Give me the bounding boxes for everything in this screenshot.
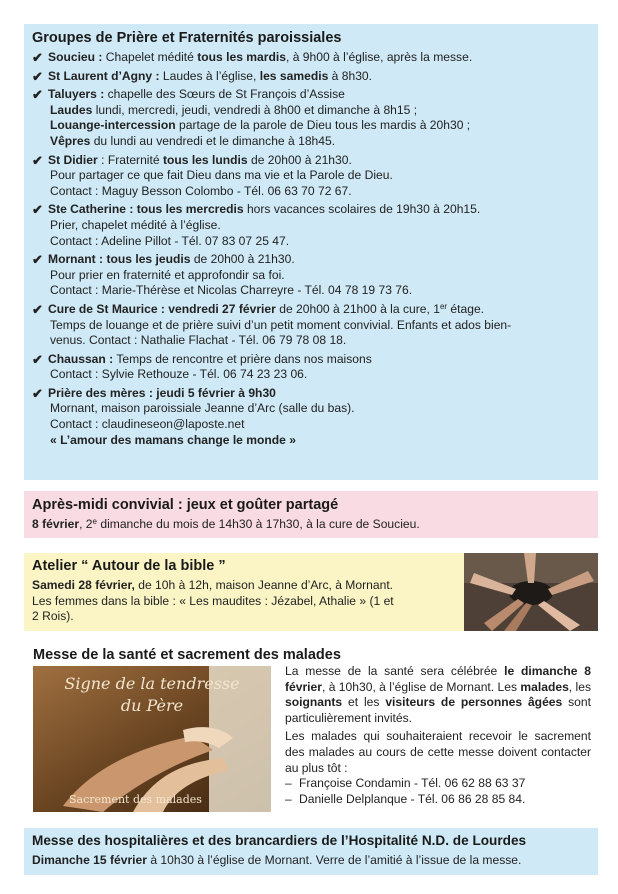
contact-cure: venus. Contact : Nathalie Flachat - Tél. 06 79 78 08 18. — [50, 333, 347, 348]
check-icon: ✔ — [32, 252, 43, 268]
hospitality-section: Messe des hospitalières et des brancardiers de l’Hospitalité N.D. de Lourdes Dimanche 15 février à 10h30 à l’église de Mornant. Verre de l’amitié à l’issue de la messe. — [24, 828, 598, 875]
group-st-laurent: ✔ St Laurent d’Agny : Laudes à l’église, les samedis à 8h30. — [32, 68, 373, 84]
image-title-line-1: Signe de la tendresse — [64, 674, 240, 693]
group-priere-des-meres: ✔ Prière des mères : jeudi 5 février à 9h30 Mornant, maison paroissiale Jeanne d’Arc (salle du bas). Contact : claudineseon@laposte.net « L’amour des mamans change le monde » — [32, 386, 590, 448]
hands-circle-photo — [464, 553, 598, 631]
sacrament-of-sick-image — [33, 666, 271, 812]
bible-workshop-title: Atelier “ Autour de la bible ” — [32, 558, 226, 574]
contact-catherine: Contact : Adeline Pillot - Tél. 07 83 07 25 47. — [50, 233, 290, 248]
group-chaussan: ✔ Chaussan : Temps de rencontre et prière dans nos maisons Contact : Sylvie Rethouze - Tél. 06 74 23 23 06. — [32, 352, 590, 383]
group-taluyers: ✔ Taluyers : chapelle des Sœurs de St François d’Assise Laudes lundi, mercredi, jeudi, vendredi à 8h00 et dimanche à 8h15 ; Louange-intercession partage de la parole de Dieu tous les mardis à 20h30 ; Vêpres du lundi au vendredi et le dimanche à 18h45. — [32, 87, 471, 148]
group-soucieu: ✔ Soucieu : Chapelet médité tous les mardis, à 9h00 à l’église, après la messe. — [32, 50, 473, 65]
group-cure-st-maurice: ✔ Cure de St Maurice : vendredi 27 février de 20h00 à 21h00 à la cure, 1er étage. Temps de louange et de prière suivi d’un petit moment convivial. Enfants et ados bien- venus. Contact : Nathalie Flachat - Tél. 06 79 78 08 18. — [32, 302, 590, 349]
image-caption: Sacrement des malades — [69, 793, 202, 806]
group-st-didier: ✔ St Didier : Fraternité tous les lundis de 20h00 à 21h30. Pour partager ce que fait Dieu dans ma vie et la Parole de Dieu. Contact : Maguy Besson Colombo - Tél. 06 63 70 72 67. — [32, 153, 590, 200]
contact-meres: Contact : claudineseon@laposte.net — [50, 417, 245, 432]
contact-condamin: – Françoise Condamin - Tél. 06 62 88 63 37 — [285, 776, 526, 791]
contact-mornant: Contact : Marie-Thérèse et Nicolas Charreyre - Tél. 04 78 19 73 76. — [50, 283, 413, 298]
check-icon: ✔ — [32, 152, 43, 168]
prayer-groups-section — [24, 24, 598, 480]
group-ste-catherine: ✔ Ste Catherine : tous les mercredis hors vacances scolaires de 19h30 à 20h15. Prier, chapelet médité à l’église. Contact : Adeline Pillot - Tél. 07 83 07 25 47. — [32, 202, 590, 249]
bible-workshop-section: Atelier “ Autour de la bible ” Samedi 28 février, de 10h à 12h, maison Jeanne d’Arc, à Mornant. Les femmes dans la bible : « Les maudites : Jézabel, Athalie » (1 et 2 Rois). — [24, 553, 464, 631]
check-icon: ✔ — [32, 87, 43, 103]
afternoon-title: Après-midi convivial : jeux et goûter partagé — [32, 497, 339, 513]
check-icon: ✔ — [32, 68, 43, 84]
contact-delplanque: – Danielle Delplanque - Tél. 06 86 28 85 84. — [285, 791, 526, 806]
check-icon: ✔ — [32, 202, 43, 218]
check-icon: ✔ — [32, 301, 43, 317]
image-title-line-2: du Père — [120, 696, 184, 715]
afternoon-section: Après-midi convivial : jeux et goûter partagé 8 février, 2e dimanche du mois de 14h30 à 17h30, à la cure de Soucieu. — [24, 491, 598, 538]
prayer-groups-title: Groupes de Prière et Fraternités paroissiales — [32, 30, 342, 46]
check-icon: ✔ — [32, 50, 43, 65]
hospitality-title: Messe des hospitalières et des brancardiers de l’Hospitalité N.D. de Lourdes — [32, 833, 527, 848]
health-mass-text: La messe de la santé sera célébrée le dimanche 8 février, à 10h30, à l’église de Mornant. Les malades, les soignants et les visiteurs de personnes âgées sont particulièrement invités. Les malades qui souhaiteraient recevoir le sacrement des malades au cours de cette messe doivent contacter au plus tôt : – Françoise Condamin - Tél. 06 62 88 63 37 – Danielle Delplanque - Tél. 06 86 28 85 84. — [285, 664, 591, 806]
health-mass-title: Messe de la santé et sacrement des malades — [33, 647, 341, 663]
contact-didier: Contact : Maguy Besson Colombo - Tél. 06 63 70 72 67. — [50, 183, 352, 198]
contact-chaussan: Contact : Sylvie Rethouze - Tél. 06 74 23 23 06. — [50, 367, 308, 382]
meres-motto: « L’amour des mamans change le monde » — [50, 432, 296, 447]
group-mornant: ✔ Mornant : tous les jeudis de 20h00 à 21h30. Pour prier en fraternité et approfondir sa foi. Contact : Marie-Thérèse et Nicolas Charreyre - Tél. 04 78 19 73 76. — [32, 252, 590, 299]
check-icon: ✔ — [32, 385, 43, 401]
check-icon: ✔ — [32, 351, 43, 367]
